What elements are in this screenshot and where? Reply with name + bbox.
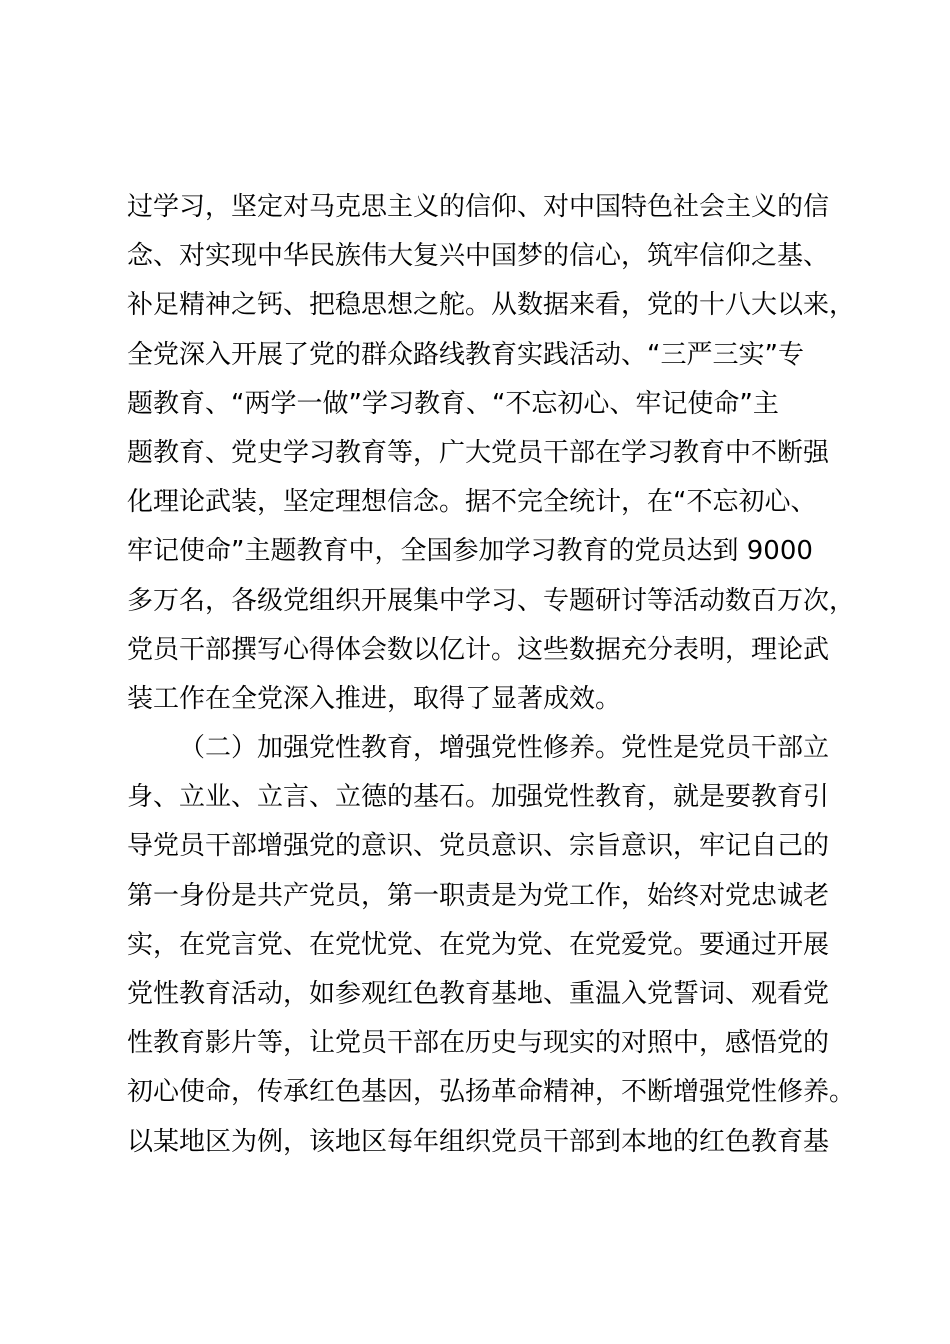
text-line: 化理论武装，坚定理想信念。据不完全统计，在“不忘初心、 (127, 487, 817, 518)
text-line: 性教育影片等，让党员干部在历史与现实的对照中，感悟党的 (127, 1028, 830, 1059)
text-line: 党性教育活动，如参观红色教育基地、重温入党誓词、观看党 (127, 979, 830, 1009)
text-line: 多万名，各级党组织开展集中学习、专题研讨等活动数百万次， (127, 585, 856, 616)
section-heading-line: （二）加强党性教育，增强党性修养。党性是党员干部立 (179, 733, 830, 764)
text-line: 念、对实现中华民族伟大复兴中国梦的信心，筑牢信仰之基、 (127, 241, 830, 272)
text-line: 初心使命，传承红色基因，弘扬革命精神，不断增强党性修养。 (127, 1077, 856, 1108)
text-line: 导党员干部增强党的意识、党员意识、宗旨意识，牢记自己的 (127, 831, 830, 862)
text-line: 身、立业、立言、立德的基石。加强党性教育，就是要教育引 (127, 782, 830, 813)
text-line: 以某地区为例，该地区每年组织党员干部到本地的红色教育基 (127, 1126, 830, 1157)
body-text (127, 183, 857, 1167)
text-line: 装工作在全党深入推进，取得了显著成效。 (127, 683, 622, 714)
text-line: 过学习，坚定对马克思主义的信仰、对中国特色社会主义的信 (127, 192, 830, 222)
text-line: 补足精神之钙、把稳思想之舵。从数据来看，党的十八大以来， (127, 290, 856, 321)
text-line: 题教育、党史学习教育等，广大党员干部在学习教育中不断强 (127, 437, 830, 468)
text-line: 党员干部撰写心得体会数以亿计。这些数据充分表明，理论武 (127, 634, 830, 665)
text-line: 第一身份是共产党员，第一职责是为党工作，始终对党忠诚老 (127, 880, 830, 911)
text-line: 题教育、“两学一做”学习教育、“不忘初心、牢记使命”主 (127, 388, 779, 419)
text-line: 全党深入开展了党的群众路线教育实践活动、“三严三实”专 (127, 339, 804, 370)
text-line: 牢记使命”主题教育中，全国参加学习教育的党员达到 9000 (127, 536, 813, 567)
text-line: 实，在党言党、在党忧党、在党为党、在党爱党。要通过开展 (127, 929, 830, 960)
